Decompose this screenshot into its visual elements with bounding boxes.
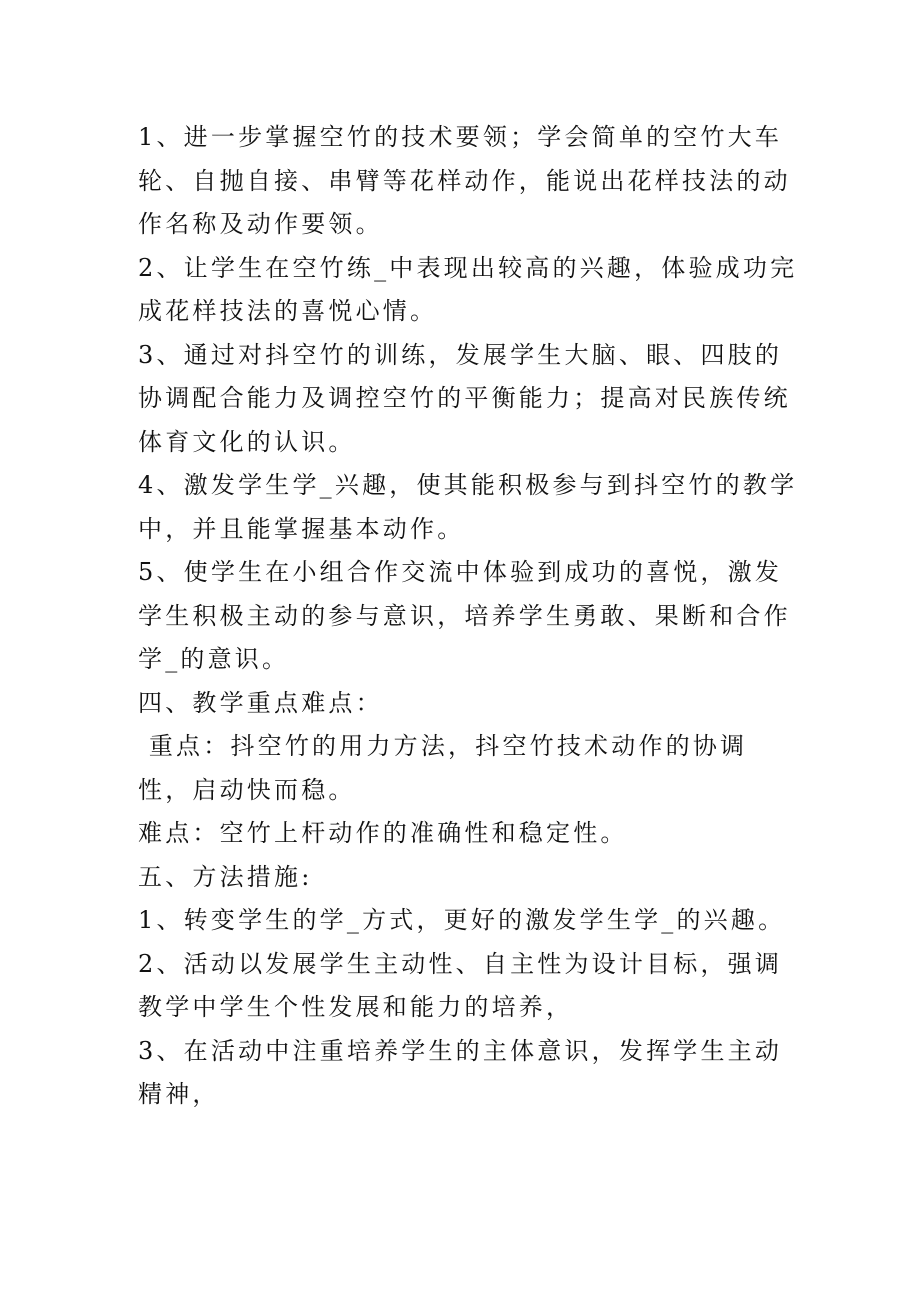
- paragraph-goal-2: 2、让学生在空竹练_中表现出较高的兴趣，体验成功完成花样技法的喜悦心情。: [138, 253, 798, 325]
- paragraph-method-3: 3、在活动中注重培养学生的主体意识，发挥学生主动精神，: [138, 1036, 783, 1108]
- section-heading-key-points: 四、教学重点难点：: [138, 688, 383, 717]
- paragraph-goal-1: 1、进一步掌握空竹的技术要领；学会简单的空竹大车轮、自抛自接、串臂等花样动作，能说出花样技法的动作名称及动作要领。: [138, 123, 791, 238]
- document-body: [138, 116, 798, 1117]
- paragraph-method-1: 1、转变学生的学_方式，更好的激发学生学_的兴趣。: [138, 906, 786, 934]
- paragraph-key-point: 重点：抖空竹的用力方法，抖空竹技术动作的协调性，启动快而稳。: [138, 732, 748, 804]
- paragraph-goal-3: 3、通过对抖空竹的训练，发展学生大脑、眼、四肢的协调配合能力及调控空竹的平衡能力；提高对民族传统体育文化的认识。: [138, 340, 791, 456]
- paragraph-method-2: 2、活动以发展学生主动性、自主性为设计目标，强调教学中学生个性发展和能力的培养，: [138, 949, 783, 1021]
- paragraph-goal-5: 5、使学生在小组合作交流中体验到成功的喜悦，激发学生积极主动的参与意识，培养学生勇敢、果断和合作学_的意识。: [138, 558, 791, 673]
- paragraph-goal-4: 4、激发学生学_兴趣，使其能积极参与到抖空竹的教学中，并且能掌握基本动作。: [138, 471, 798, 543]
- paragraph-difficulty: 难点：空竹上杆动作的准确性和稳定性。: [138, 819, 628, 847]
- section-heading-methods: 五、方法措施:: [138, 862, 313, 891]
